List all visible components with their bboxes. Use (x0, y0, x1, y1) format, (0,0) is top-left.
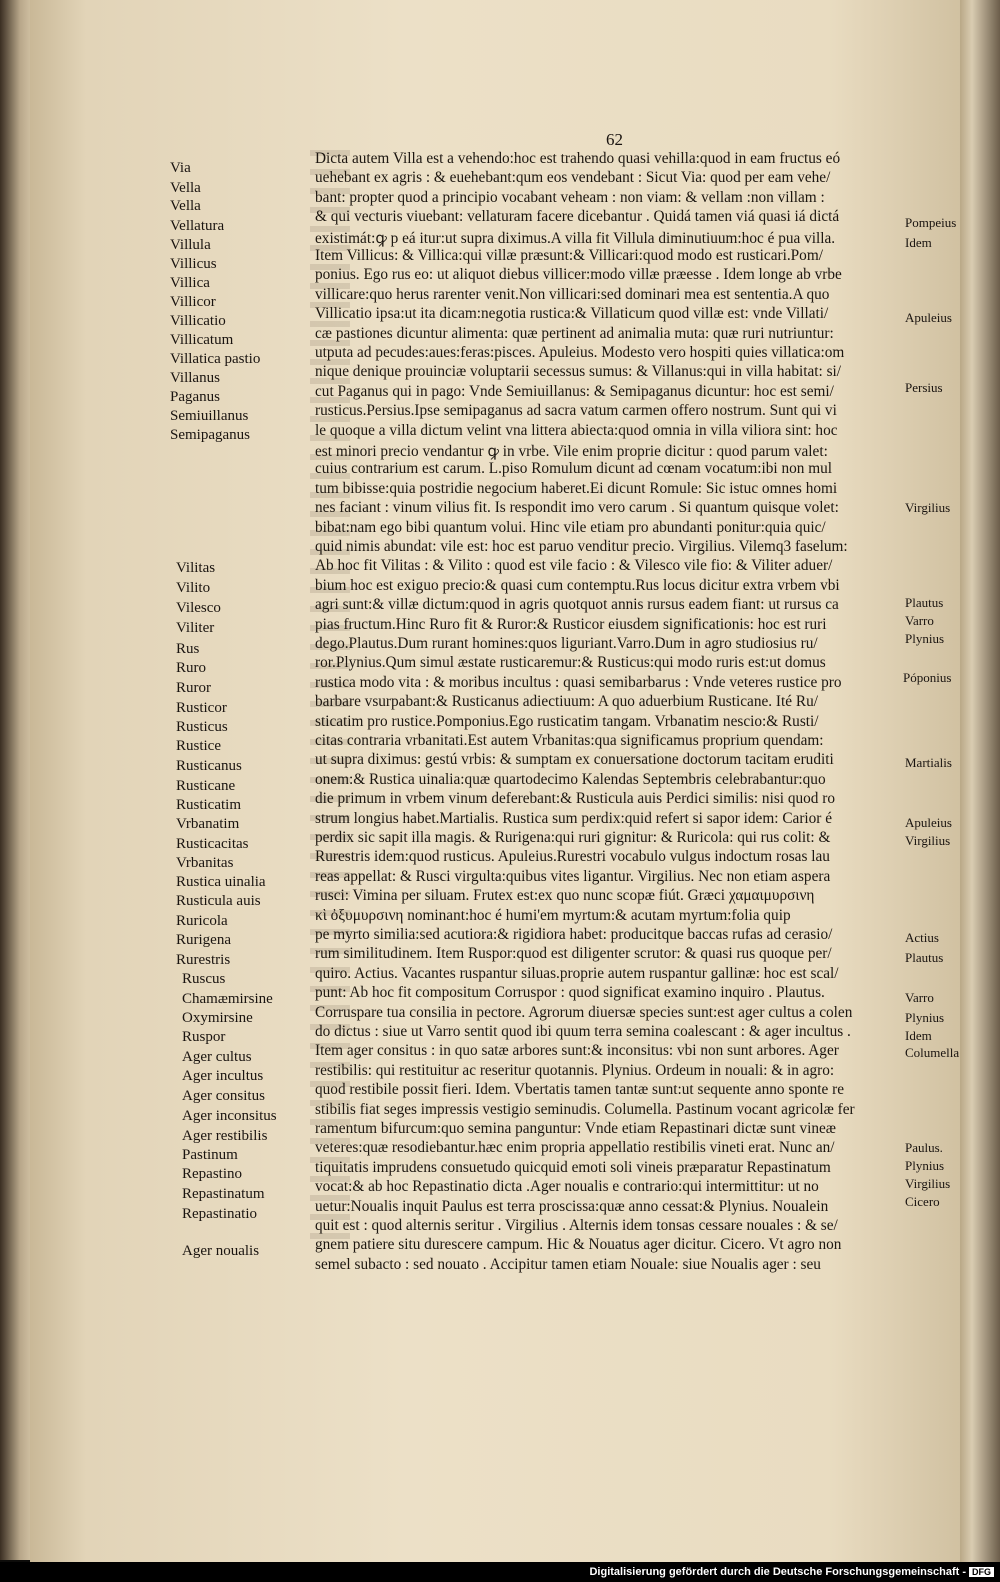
author-citation: Plautus (905, 595, 944, 610)
author-citation: Martialis (905, 755, 952, 770)
lemma-item: Ruscus (182, 971, 226, 987)
lemma-item: Ager cultus (182, 1049, 252, 1065)
author-citation: Varro (905, 990, 934, 1005)
lemma-item: Vrbanatim (176, 816, 240, 832)
text-line: semel subacto : sed nouato . Accipitur tamen etiam Nouale: siue Noualis ager : seu (315, 1255, 821, 1273)
text-line: punt: Ab hoc fit compositum Corruspor : quod significat examino inquiro . Plautus. (315, 984, 825, 1002)
text-line: dego.Plautus.Dum rurant homines:quos liguriant.Varro.Dum in agro studiosius ru/ (315, 635, 818, 652)
author-citation: Virgilius (905, 1176, 951, 1191)
lemma-item: Ager inconsitus (182, 1108, 277, 1124)
text-line: gnem patiere situ durescere campum. Hic & Nouatus ager dicitur. Cicero. Vt agro non (315, 1236, 842, 1254)
text-line: κὶ ὀξυμυρσινη nominant:hoc é humi'em myrtum:& acutam myrtum:folia quip (315, 906, 791, 924)
credit-line (589, 1566, 994, 1578)
lemma-item: Rusticanus (176, 758, 242, 774)
text-line: existimát:ꝙ p eá itur:ut supra diximus.A villa fit Villula diminutiuum:hoc é pua villa. (315, 229, 836, 247)
text-line: Ab hoc fit Vilitas : & Vilito : quod est vile facio : & Vilesco vile fio: & Viliter aduer/ (315, 557, 833, 575)
text-line: Villicatio ipsa:ut ita dicam:negotia rustica:& Villaticum quod villæ est: vnde Villati/ (315, 305, 829, 323)
lemma-item: Via (170, 160, 191, 176)
text-line: quiro. Actius. Vacantes ruspantur siluas.proprie autem ruspantur gallinæ: hoc est scal/ (315, 964, 839, 982)
author-citation: Actius (905, 930, 939, 945)
lemma-item: Oxymirsine (182, 1010, 253, 1026)
author-citation: Póponius (903, 670, 952, 685)
text-line: restibilis: qui restituitur ac reseritur quotannis. Plynius. Ordeum in nouali: & in agro: (315, 1061, 835, 1079)
lemma-item: Repastinatum (182, 1186, 265, 1202)
text-line: strum longius habet.Martialis. Rustica sum perdix:quid refert si sapor idem: Carior é (315, 809, 833, 827)
text-line: & qui vecturis viuebant: vellaturam facere dicebantur . Quidá tamen viá quasi iá dictá (315, 208, 840, 226)
text-line: cuius contrarium est carum. L.piso Romulum dicunt ad cœnam vocatum:ibi non mul (315, 460, 833, 478)
lemma-item: Vilitas (176, 560, 216, 576)
text-line: ponius. Ego rus eo: ut aliquot diebus villicer:modo villæ præesse . Idem longe ab vrbe (315, 266, 842, 284)
author-citation: Apuleius (905, 310, 952, 325)
author-citation: Cicero (905, 1194, 940, 1209)
lemma-item: Rusticor (176, 700, 227, 716)
lemma-item: Pastinum (182, 1147, 238, 1163)
lemma-item: Rus (176, 641, 200, 657)
text-line: bium hoc est exiguo precio:& quasi cum contemptu.Rus locus dicitur extra vrbem vbi (315, 576, 840, 594)
author-citation: Virgilius (905, 500, 951, 515)
author-citation: Apuleius (905, 815, 952, 830)
lemma-item: Rurestris (176, 952, 231, 968)
text-line: barbare vsurpabant:& Rusticanus adiectiuum: A quo aduerbium Rusticane. Ité Ru/ (315, 693, 818, 711)
text-line: reas appellat: & Rusci virgulta:quibus vites ligantur. Virgilius. Nec non etiam aspera (315, 867, 831, 885)
text-line: cut Paganus qui in pago: Vnde Semiuillanus: & Semipaganus dicuntur: hoc est semi/ (315, 382, 834, 400)
lemma-item: Rusticane (176, 778, 236, 794)
author-citation: Plynius (905, 1010, 945, 1025)
text-line: Item Villicus: & Villica:qui villæ præsunt:& Villicari:quod modo est rusticari.Pom/ (315, 247, 823, 264)
lemma-item: Vrbanitas (176, 855, 234, 871)
text-line: Rurestris idem:quod rusticus. Apuleius.Rurestri vocabulo vulgus indoctum rosas lau (315, 848, 830, 866)
lemma-item: Rusticula auis (176, 893, 261, 909)
text-line: tum bibisse:quia postridie negocium haberet.Ei dicunt Romule: Sic istuc omnes homi (315, 479, 838, 497)
text-line: nique denique prouinciæ voluptarii secessus sumus: & Villanus:qui in villa habitat: si/ (315, 363, 842, 381)
lemma-item: Rusticatim (176, 797, 241, 813)
lemma-item: Ruror (176, 680, 211, 696)
dfg-logo: DFG (969, 1567, 994, 1577)
lemma-item: Villicus (170, 256, 217, 272)
text-line: bant: propter quod a principio vocabant veheam : non viam: & vellam :non villam : (315, 188, 825, 206)
text-line: tiquitatis imprudens consuetudo quicquid emoti soli vineis præparatur Repastinatum (315, 1158, 831, 1176)
lemma-item: Repastinatio (182, 1206, 257, 1222)
lemma-item: Villanus (170, 370, 220, 386)
text-line: Item ager consitus : in quo satæ arbores sunt:& inconsitus: vbi non sunt arbores. Ager (315, 1042, 839, 1060)
text-line: veteres:quæ resodiebantur.hæc enim propria appellatio restibilis vineti erat. Nunc an/ (315, 1139, 835, 1157)
author-citation: Plynius (905, 1158, 945, 1173)
lemma-item: Villula (170, 237, 211, 253)
text-line: uetur:Noualis inquit Paulus est terra proscissa:quæ anno cessat:& Plynius. Noualein (315, 1197, 829, 1215)
text-line: quid nimis abundat: vile est: hoc est paruo venditur precio. Virgilius. Vilemq3 faselum: (315, 538, 848, 555)
lemma-item: Vellatura (170, 218, 225, 234)
text-line: onem:& Rustica uinalia:quæ quartodecimo Kalendas Septembris celebrabantur:quo (315, 770, 826, 788)
text-line: ror.Plynius.Qum simul æstate rusticaremur:& Rusticus:qui modo ruris est:ut domus (315, 654, 826, 672)
text-line: sticatim pro rustice.Pomponius.Ego rusticatim tangam. Vrbanatim nescio:& Rusti/ (315, 712, 819, 730)
lemma-item: Rustica uinalia (176, 874, 266, 890)
text-line: ut supra diximus: gestú vrbis: & sumptam ex conuersatione doctorum tacitam eruditi (315, 751, 834, 769)
credit-text: Digitalisierung gefördert durch die Deutsche Forschungsgemeinschaft - (589, 1566, 966, 1578)
text-line: Corruspare tua consilia in pectore. Agrorum diuersæ species sunt:est ager cultus a colen (315, 1003, 853, 1021)
text-line: utputa ad pecudes:aues:feras:pisces. Apuleius. Modesto vero hospiti quies villatica:om (315, 344, 845, 361)
text-line: vocat:& ab hoc Repastinatio dicta .Ager noualis e contrario:qui intermittitur: ut no (315, 1178, 819, 1196)
author-citation: Paulus. (905, 1140, 943, 1155)
text-line: rusci: Vimina per siluam. Frutex est:ex quo nunc scopæ fiút. Græci χαμαιμυρσινη (315, 887, 815, 905)
lemma-item: Paganus (170, 389, 220, 405)
lemma-item: Villica (170, 275, 210, 291)
author-citation: Virgilius (905, 833, 951, 848)
lemma-item: Ager restibilis (182, 1128, 268, 1144)
lemma-item: Vilesco (176, 600, 221, 616)
lemma-item: Rusticus (176, 719, 228, 735)
lemma-item: Repastino (182, 1166, 242, 1182)
lemma-item: Ager incultus (182, 1068, 264, 1084)
lemma-item: Rurigena (176, 932, 231, 948)
lemma-item: Ruspor (182, 1029, 226, 1045)
text-line: rum similitudinem. Item Ruspor:quod est diligenter scrutor: & quasi rus quoque per/ (315, 945, 832, 963)
author-citation: Pompeius (905, 215, 957, 230)
lemma-item: Rustice (176, 738, 221, 754)
lemma-item: Viliter (176, 620, 215, 636)
author-citation: Plynius (905, 631, 945, 646)
lemma-item: Ager noualis (182, 1243, 260, 1259)
author-citation: Idem (905, 1028, 932, 1043)
text-line: pe myrto similia:sed acutiora:& rigidiora habet: producitque baccas rufas ad cerasio/ (315, 926, 833, 943)
text-line: est minori precio vendantur ꝙ in vrbe. Vile enim proprie dicitur : quod parum valet: (315, 443, 828, 460)
author-citation: Persius (905, 380, 943, 395)
text-line: villicare:quo herus rarenter venit.Non villicari:sed dominari mea est sententia.A quo (315, 285, 830, 303)
lemma-item: Villicatum (170, 332, 234, 348)
lemma-item: Villicatio (170, 313, 226, 329)
text-line: agri sunt:& villæ dictum:quod in agris quotquot annis rursus eadem fiant: ut rursus ca (315, 596, 839, 614)
text-line: pias fructum.Hinc Ruro fit & Ruror:& Rusticor eiusdem significationis: hoc est ruri (315, 615, 827, 633)
lemma-item: Vella (170, 180, 201, 196)
text-line: citas contraria vrbanitati.Est autem Vrbanitas:qua significamus proprium quendam: (315, 732, 824, 749)
text-line: Dicta autem Villa est a vehendo:hoc est trahendo quasi vehilla:quod in eam fructus eó (315, 150, 841, 167)
lemma-item: Villicor (170, 294, 216, 310)
lemma-item: Semipaganus (170, 427, 250, 443)
text-line: rusticus.Persius.Ipse semipaganus ad sacra vatum carmen offero nostrum. Sunt qui vi (315, 402, 837, 420)
lemma-item: Ruricola (176, 913, 228, 929)
author-citation: Columella (905, 1045, 960, 1060)
text-line: nes faciant : vinum vilius fit. Is respondit imo vero carum . Si quantum quisque volet: (315, 499, 839, 517)
author-citation: Idem (905, 235, 932, 250)
text-line: stibilis fiat seges impressis vestigio seminudis. Columella. Pastinum vocant agricolæ fer (315, 1100, 855, 1118)
lemma-item: Ager consitus (182, 1088, 265, 1104)
lemma-item: Chamæmirsine (182, 991, 273, 1007)
lemma-item: Vilito (176, 580, 211, 596)
text-line: le quoque a villa dictum velint vna littera abiecta:quod omnia in villa viliora sint: hoc (315, 421, 838, 439)
page-number: 62 (606, 130, 623, 149)
author-citation: Plautus (905, 950, 944, 965)
text-line: uehebant ex agris : & euehebant:qum eos vendebant : Sicut Via: quod per eam vehe/ (315, 169, 831, 187)
lemma-item: Villatica pastio (170, 351, 261, 367)
lemma-item: Rusticacitas (176, 836, 249, 852)
lemma-item: Ruro (176, 660, 206, 676)
author-citation: Varro (905, 613, 934, 628)
text-line: rustica modo vita : & moribus incultus : quasi semibarbarus : Vnde veteres rustice pro (315, 673, 842, 691)
lemma-item: Semiuillanus (170, 408, 249, 424)
text-line: cæ pastiones dicuntur alimenta: quæ pertinent ad animalia muta: quæ ruri nutriuntur: (315, 324, 834, 342)
text-line: die primum in vrbem vinum deferebant:& Rusticula auis Perdici similis: nisi quod ro (315, 790, 836, 808)
text-line: quit est : quod alternis seritur . Virgilius . Alternis idem tonsas cessare nouales : & se/ (315, 1217, 838, 1234)
text-line: bibat:nam ego bibi quantum volui. Hinc vile etiam pro abundanti ponitur:quia quic/ (315, 518, 826, 536)
text-line: ramentum bifurcum:quo semina panguntur: Vnde etiam Repastinari dictæ sunt vineæ (315, 1120, 836, 1137)
text-line: quod restibile possit fieri. Idem. Vbertatis tamen tantæ sunt:ut sequente anno sponte re (315, 1081, 845, 1099)
book-spine-edge (960, 0, 1000, 1562)
lemma-item: Vella (170, 198, 201, 214)
text-line: perdix sic sapit illa magis. & Rurigena:qui ruri gignitur: & Ruricola: qui rus colit: & (315, 829, 831, 846)
text-line: do dictus : siue ut Varro sentit quod ibi quum terra semina coalescant : & ager incultus . (315, 1023, 851, 1040)
